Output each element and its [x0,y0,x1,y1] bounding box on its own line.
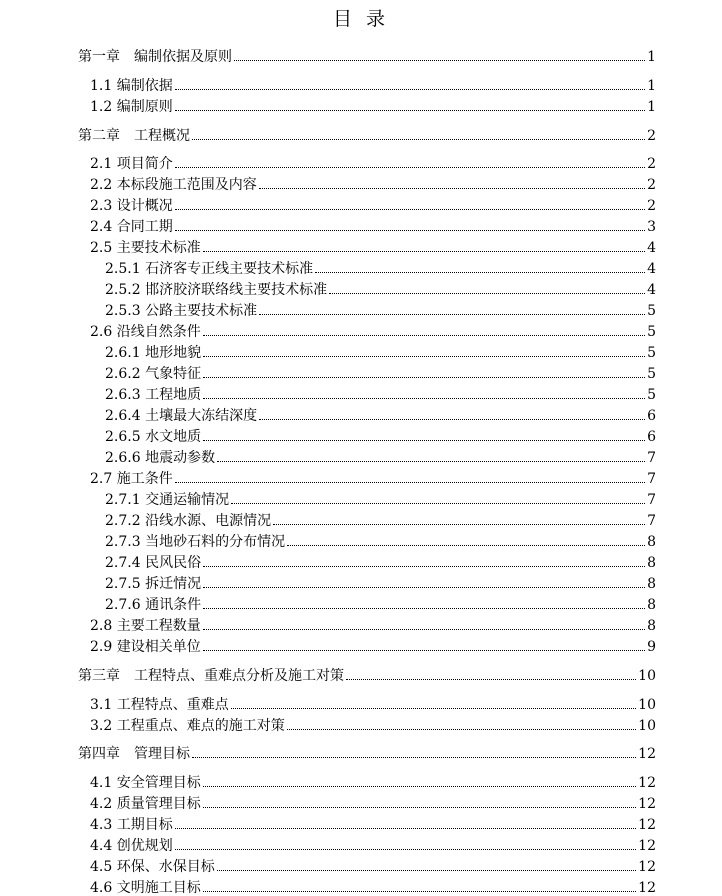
toc-leader-dots [259,187,645,189]
toc-entry-label: 2.6 沿线自然条件 [90,324,201,340]
toc-entry-label: 2.7 施工条件 [90,471,173,487]
toc-chapter-entry[interactable] [78,664,656,684]
toc-entry-label: 1.2 编制原则 [90,99,173,115]
toc-entry-label: 2.7.2 沿线水源、电源情况 [105,513,272,529]
toc-entry[interactable] [90,876,656,896]
toc-page-number: 8 [647,534,656,550]
toc-leader-dots [203,334,645,336]
toc-page-number: 10 [638,697,656,713]
toc-leader-dots [203,376,645,378]
toc-page-number: 6 [647,429,656,445]
toc-page-number: 1 [647,99,656,115]
toc-entry-label: 2.6.6 地震动参数 [105,450,216,466]
toc-entry[interactable] [90,792,656,812]
toc-leader-dots [203,565,645,567]
toc-entry[interactable] [105,341,656,361]
toc-leader-dots [175,827,636,829]
toc-entry-label: 3.2 工程重点、难点的施工对策 [90,718,285,734]
toc-page-number: 4 [647,282,656,298]
toc-entry[interactable] [90,614,656,634]
toc-entry-label: 4.2 质量管理目标 [90,796,201,812]
toc-entry-label: 2.6.4 土壤最大冻结深度 [105,408,258,424]
toc-page-number: 9 [647,639,656,655]
toc-page-number: 12 [638,838,656,854]
toc-page-number: 12 [638,775,656,791]
toc-entry[interactable] [90,714,656,734]
toc-page-number: 2 [647,128,656,144]
toc-entry-label: 1.1 编制依据 [90,78,173,94]
toc-leader-dots [175,166,645,168]
toc-entry-label: 2.7.4 民风民俗 [105,555,202,571]
toc-entry-label: 2.6.2 气象特征 [105,366,202,382]
toc-page-number: 7 [647,471,656,487]
toc-page-number: 5 [647,366,656,382]
toc-leader-dots [234,59,645,61]
toc-page-number: 4 [647,261,656,277]
toc-page-number: 12 [638,817,656,833]
toc-page-number: 8 [647,597,656,613]
toc-entry-label: 2.4 合同工期 [90,219,173,235]
toc-leader-dots [346,678,636,680]
toc-leader-dots [175,481,645,483]
toc-entry[interactable] [90,236,656,256]
toc-entry-label: 2.7.6 通讯条件 [105,597,202,613]
toc-leader-dots [203,355,645,357]
toc-page-number: 5 [647,324,656,340]
toc-page-number: 8 [647,618,656,634]
toc-page-number: 10 [638,668,656,684]
toc-entry-label: 第一章 编制依据及原则 [78,49,232,65]
toc-leader-dots [203,649,645,651]
toc-entry[interactable] [105,362,656,382]
toc-entry[interactable] [90,771,656,791]
toc-page-number: 7 [647,492,656,508]
toc-leader-dots [203,439,645,441]
toc-page-number: 5 [647,345,656,361]
toc-chapter-entry[interactable] [78,742,656,762]
toc-entry-label: 2.8 主要工程数量 [90,618,201,634]
toc-entry[interactable] [105,404,656,424]
toc-page-number: 1 [647,78,656,94]
toc-page-number: 12 [638,859,656,875]
toc-entry[interactable] [105,551,656,571]
toc-entry[interactable] [105,425,656,445]
toc-leader-dots [231,502,645,504]
toc-entry[interactable] [105,509,656,529]
toc-entry-label: 2.6.1 地形地貌 [105,345,202,361]
toc-entry[interactable] [90,635,656,655]
toc-entry[interactable] [105,278,656,298]
toc-entry-label: 4.5 环保、水保目标 [90,859,215,875]
toc-entry[interactable] [90,813,656,833]
toc-entry[interactable] [90,95,656,115]
toc-page-number: 10 [638,718,656,734]
toc-entry-label: 2.2 本标段施工范围及内容 [90,177,257,193]
toc-leader-dots [315,271,645,273]
toc-page-number: 12 [638,746,656,762]
toc-leader-dots [192,756,636,758]
toc-entry-label: 4.6 文明施工目标 [90,880,201,896]
toc-entry-label: 2.7.1 交通运输情况 [105,492,230,508]
toc-entry[interactable] [90,693,656,713]
toc-leader-dots [175,229,645,231]
toc-entry-label: 2.6.5 水文地质 [105,429,202,445]
toc-leader-dots [175,109,645,111]
toc-entry-label: 4.1 安全管理目标 [90,775,201,791]
toc-page-number: 4 [647,240,656,256]
toc-page-number: 1 [647,49,656,65]
toc-leader-dots [287,544,645,546]
toc-leader-dots [217,460,645,462]
toc-entry[interactable] [90,194,656,214]
toc-entry-label: 2.5.1 石济客专正线主要技术标准 [105,261,314,277]
toc-entry-label: 2.5.2 邯济胶济联络线主要技术标准 [105,282,328,298]
toc-entry[interactable] [90,834,656,854]
toc-leader-dots [175,848,636,850]
toc-entry-label: 第四章 管理目标 [78,746,190,762]
toc-page-number: 5 [647,303,656,319]
toc-entry[interactable] [105,530,656,550]
toc-page-number: 7 [647,450,656,466]
toc-chapter-entry[interactable] [78,45,656,65]
toc-entry[interactable] [90,173,656,193]
toc-entry[interactable] [90,855,656,875]
toc-leader-dots [203,607,645,609]
toc-entry[interactable] [90,74,656,94]
toc-entry-label: 2.1 项目简介 [90,156,173,172]
toc-leader-dots [203,785,636,787]
toc-page-number: 2 [647,156,656,172]
toc-entry-label: 3.1 工程特点、重难点 [90,697,229,713]
toc-entry[interactable] [105,572,656,592]
toc-page-number: 2 [647,198,656,214]
toc-page-number: 3 [647,219,656,235]
toc-page-number: 8 [647,576,656,592]
toc-entry[interactable] [90,215,656,235]
toc-leader-dots [203,397,645,399]
toc-leader-dots [329,292,645,294]
toc-leader-dots [273,523,645,525]
toc-entry-label: 第二章 工程概况 [78,128,190,144]
toc-entry[interactable] [90,152,656,172]
toc-entry-label: 4.3 工期目标 [90,817,173,833]
toc-entry-label: 2.7.5 拆迁情况 [105,576,202,592]
toc-entry-label: 第三章 工程特点、重难点分析及施工对策 [78,668,344,684]
toc-leader-dots [175,88,645,90]
toc-leader-dots [203,890,636,892]
toc-entry[interactable] [105,446,656,466]
toc-entry-label: 2.5.3 公路主要技术标准 [105,303,258,319]
toc-page-number: 6 [647,408,656,424]
toc-entry-label: 2.3 设计概况 [90,198,173,214]
toc-leader-dots [231,707,636,709]
toc-entry[interactable] [105,257,656,277]
toc-page-number: 2 [647,177,656,193]
toc-entry-label: 2.7.3 当地砂石料的分布情况 [105,534,286,550]
toc-entry[interactable] [105,593,656,613]
toc-entry[interactable] [90,320,656,340]
toc-page-number: 12 [638,796,656,812]
toc-leader-dots [217,869,636,871]
toc-entry[interactable] [105,488,656,508]
toc-entry-label: 2.6.3 工程地质 [105,387,202,403]
toc-page-number: 12 [638,880,656,896]
toc-entry-label: 2.9 建设相关单位 [90,639,201,655]
toc-leader-dots [259,418,645,420]
page-title: 目 录 [332,8,390,30]
toc-leader-dots [192,138,645,140]
toc-page-number: 8 [647,555,656,571]
toc-leader-dots [287,728,636,730]
toc-leader-dots [203,628,645,630]
toc-entry[interactable] [105,383,656,403]
toc-entry[interactable] [90,467,656,487]
toc-chapter-entry[interactable] [78,124,656,144]
toc-page-number: 5 [647,387,656,403]
toc-entry-label: 4.4 创优规划 [90,838,173,854]
toc-leader-dots [203,806,636,808]
toc-entry-label: 2.5 主要技术标准 [90,240,201,256]
toc-leader-dots [203,586,645,588]
toc-entry[interactable] [105,299,656,319]
toc-leader-dots [175,208,645,210]
toc-page-number: 7 [647,513,656,529]
toc-leader-dots [203,250,645,252]
toc-leader-dots [259,313,645,315]
